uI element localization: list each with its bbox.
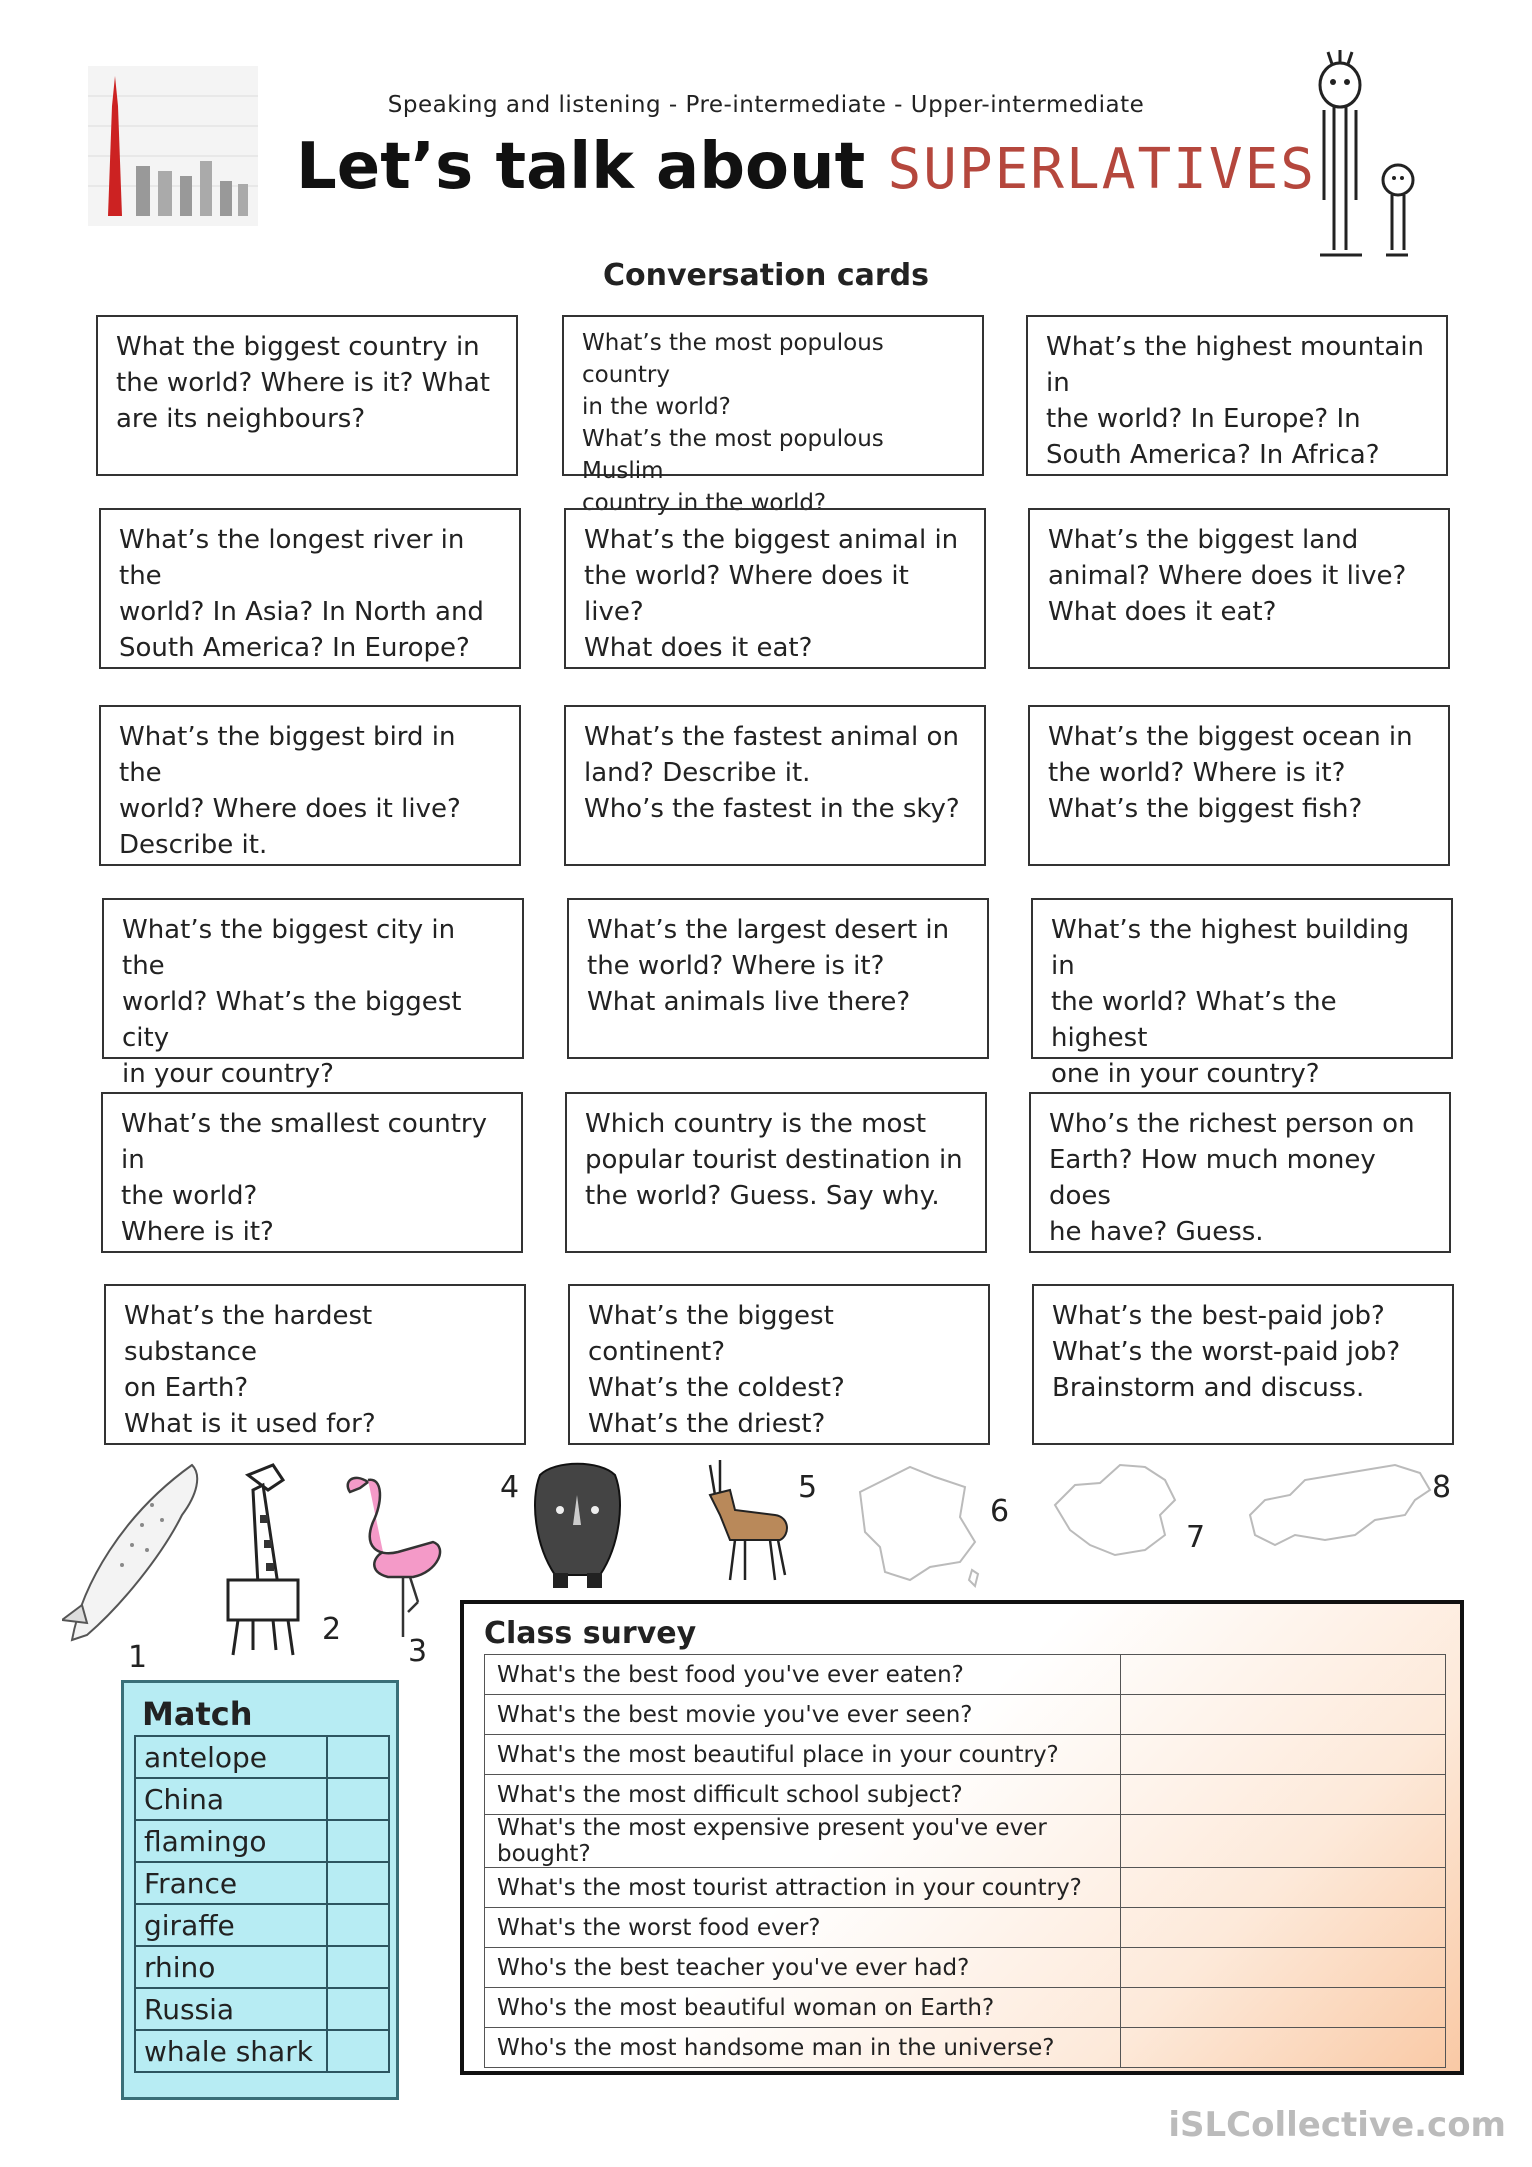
table-row <box>485 1775 1446 1815</box>
conversation-card <box>1028 705 1450 866</box>
answer-cell[interactable] <box>1121 1868 1446 1908</box>
card-line: Who’s the richest person on <box>1049 1109 1415 1139</box>
card-line: What animals live there? <box>587 987 911 1017</box>
card-line: in your country? <box>122 1059 334 1089</box>
card-line: animal? Where does it live? <box>1048 561 1407 591</box>
card-line: South America? In Africa? <box>1046 440 1380 470</box>
card-line: world? Where does it live? <box>119 794 461 824</box>
survey-question: What's the most difficult school subject? <box>485 1775 1121 1815</box>
table-row <box>485 1815 1446 1868</box>
answer-cell[interactable] <box>327 1736 389 1778</box>
table-row <box>485 1908 1446 1948</box>
picture-number: 8 <box>1432 1470 1452 1505</box>
card-line: What’s the biggest fish? <box>1048 794 1363 824</box>
answer-cell[interactable] <box>1121 1735 1446 1775</box>
card-line: world? What’s the biggest city <box>122 987 462 1053</box>
card-line: What’s the biggest land <box>1048 525 1359 555</box>
match-item: giraffe <box>135 1904 327 1946</box>
conversation-card <box>1029 1092 1451 1253</box>
card-line: Earth? How much money does <box>1049 1145 1376 1211</box>
card-line: Who’s the fastest in the sky? <box>584 794 960 824</box>
table-row <box>485 1868 1446 1908</box>
answer-cell[interactable] <box>327 2030 389 2072</box>
table-row <box>135 1862 389 1904</box>
card-line: the world? Where is it? <box>587 951 885 981</box>
answer-cell[interactable] <box>327 1778 389 1820</box>
card-line: the world? What’s the highest <box>1051 987 1337 1053</box>
card-line: the world? Where does it live? <box>584 561 909 627</box>
answer-cell[interactable] <box>1121 1815 1446 1868</box>
card-line: What’s the biggest city in the <box>122 915 456 981</box>
card-line: one in your country? <box>1051 1059 1320 1089</box>
page-title <box>296 130 1316 204</box>
card-line: on Earth? <box>124 1373 249 1403</box>
card-line: What’s the best-paid job? <box>1052 1301 1385 1331</box>
card-line: the world? Guess. Say why. <box>585 1181 940 1211</box>
china-map-icon <box>1045 1455 1185 1565</box>
card-line: the world? In Europe? In <box>1046 404 1361 434</box>
title-highlight: SUPERLATIVES <box>887 137 1317 202</box>
card-line: What’s the coldest? <box>588 1373 845 1403</box>
match-item: antelope <box>135 1736 327 1778</box>
survey-table <box>484 1654 1446 2068</box>
survey-question: What's the most tourist attraction in your country? <box>485 1868 1121 1908</box>
survey-question: What's the best food you've ever eaten? <box>485 1655 1121 1695</box>
card-line: What’s the hardest substance <box>124 1301 373 1367</box>
match-item: flamingo <box>135 1820 327 1862</box>
match-item: France <box>135 1862 327 1904</box>
conversation-card <box>96 315 518 476</box>
survey-question: Who's the most beautiful woman on Earth? <box>485 1988 1121 2028</box>
card-line: What’s the biggest animal in <box>584 525 959 555</box>
card-line: What’s the most populous country <box>582 330 884 388</box>
conversation-card <box>102 898 524 1089</box>
table-row <box>135 1820 389 1862</box>
answer-cell[interactable] <box>1121 1775 1446 1815</box>
conversation-card <box>562 315 984 516</box>
table-row <box>135 1736 389 1778</box>
subtitle: Speaking and listening - Pre-intermediate - Upper-intermediate <box>387 92 1145 118</box>
match-item: China <box>135 1778 327 1820</box>
table-row <box>135 1988 389 2030</box>
card-line: Where is it? <box>121 1217 274 1247</box>
conversation-card <box>1028 508 1450 669</box>
table-row <box>135 1946 389 1988</box>
card-line: South America? In Europe? <box>119 633 470 663</box>
survey-question: What's the best movie you've ever seen? <box>485 1695 1121 1735</box>
conversation-card <box>565 1092 987 1253</box>
survey-question: What's the most expensive present you've ever bought? <box>485 1815 1121 1868</box>
card-line: What’s the worst-paid job? <box>1052 1337 1401 1367</box>
answer-cell[interactable] <box>327 1904 389 1946</box>
survey-question: What's the most beautiful place in your country? <box>485 1735 1121 1775</box>
picture-number: 5 <box>798 1470 818 1505</box>
stick-figures-icon <box>1300 50 1430 265</box>
card-line: What’s the largest desert in <box>587 915 950 945</box>
card-line: world? In Asia? In North and <box>119 597 484 627</box>
conversation-card <box>104 1284 526 1445</box>
match-title: Match <box>142 1695 253 1733</box>
conversation-card <box>567 898 989 1059</box>
answer-cell[interactable] <box>327 1946 389 1988</box>
table-row <box>135 1904 389 1946</box>
card-line: What does it eat? <box>1048 597 1277 627</box>
card-line: What’s the smallest country in <box>121 1109 488 1175</box>
card-line: What is it used for? <box>124 1409 376 1439</box>
skyscraper-chart-icon <box>88 66 258 226</box>
survey-title: Class survey <box>484 1616 697 1651</box>
card-line: What the biggest country in <box>116 332 480 362</box>
table-row <box>485 1988 1446 2028</box>
table-row <box>135 2030 389 2072</box>
card-line: What’s the highest mountain in <box>1046 332 1425 398</box>
table-row <box>485 1948 1446 1988</box>
picture-number: 1 <box>128 1640 148 1675</box>
card-line: What does it eat? <box>584 633 813 663</box>
card-line: Describe it. <box>119 830 268 860</box>
picture-number: 6 <box>990 1494 1010 1529</box>
answer-cell[interactable] <box>327 1820 389 1862</box>
card-line: What’s the driest? <box>588 1409 826 1439</box>
match-box <box>121 1680 399 2100</box>
match-table <box>134 1735 390 2073</box>
table-row <box>485 1655 1446 1695</box>
section-title: Conversation cards <box>603 258 929 293</box>
picture-number: 2 <box>322 1612 342 1647</box>
france-map-icon <box>850 1462 990 1590</box>
card-line: What’s the biggest bird in the <box>119 722 456 788</box>
card-line: What’s the biggest ocean in <box>1048 722 1413 752</box>
conversation-card <box>564 705 986 866</box>
table-row <box>485 1695 1446 1735</box>
whale-shark-icon <box>62 1455 212 1645</box>
answer-cell[interactable] <box>1121 1908 1446 1948</box>
card-line: are its neighbours? <box>116 404 366 434</box>
card-line: the world? Where is it? What <box>116 368 490 398</box>
class-survey <box>460 1600 1464 2075</box>
answer-cell[interactable] <box>327 1988 389 2030</box>
conversation-card <box>568 1284 990 1445</box>
survey-question: Who's the most handsome man in the universe? <box>485 2028 1121 2068</box>
card-line: land? Describe it. <box>584 758 811 788</box>
conversation-card <box>564 508 986 669</box>
answer-cell[interactable] <box>1121 1988 1446 2028</box>
answer-cell[interactable] <box>1121 1695 1446 1735</box>
watermark: iSLCollective.com <box>1168 2105 1506 2145</box>
card-line: What’s the fastest animal on <box>584 722 959 752</box>
match-item: Russia <box>135 1988 327 2030</box>
picture-number: 3 <box>408 1634 428 1669</box>
answer-cell[interactable] <box>1121 2028 1446 2068</box>
answer-cell[interactable] <box>327 1862 389 1904</box>
russia-map-icon <box>1245 1455 1435 1560</box>
survey-question: Who's the best teacher you've ever had? <box>485 1948 1121 1988</box>
picture-number: 7 <box>1186 1520 1206 1555</box>
conversation-card <box>99 705 521 866</box>
card-line: in the world? <box>582 394 731 420</box>
card-line: Which country is the most <box>585 1109 927 1139</box>
survey-question: What's the worst food ever? <box>485 1908 1121 1948</box>
card-line: popular tourist destination in <box>585 1145 963 1175</box>
rhino-icon <box>525 1455 630 1590</box>
card-line: What’s the biggest continent? <box>588 1301 834 1367</box>
table-row <box>485 1735 1446 1775</box>
table-row <box>485 2028 1446 2068</box>
card-line: the world? <box>121 1181 258 1211</box>
answer-cell[interactable] <box>1121 1948 1446 1988</box>
card-line: What’s the most populous Muslim <box>582 426 884 484</box>
conversation-card <box>1026 315 1448 476</box>
card-line: he have? Guess. <box>1049 1217 1264 1247</box>
card-line: What’s the highest building in <box>1051 915 1410 981</box>
card-line: country in the world? <box>582 490 827 516</box>
card-line: Brainstorm and discuss. <box>1052 1373 1365 1403</box>
conversation-card <box>101 1092 523 1253</box>
card-line: the world? Where is it? <box>1048 758 1346 788</box>
title-prefix: Let’s talk about <box>296 130 866 204</box>
conversation-card <box>99 508 521 669</box>
giraffe-icon <box>218 1455 328 1660</box>
flamingo-icon <box>338 1462 458 1642</box>
antelope-icon <box>690 1455 805 1590</box>
table-row <box>135 1778 389 1820</box>
conversation-card <box>1032 1284 1454 1445</box>
answer-cell[interactable] <box>1121 1655 1446 1695</box>
match-item: whale shark <box>135 2030 327 2072</box>
picture-number: 4 <box>500 1470 520 1505</box>
card-line: What’s the longest river in the <box>119 525 465 591</box>
conversation-card <box>1031 898 1453 1089</box>
match-item: rhino <box>135 1946 327 1988</box>
